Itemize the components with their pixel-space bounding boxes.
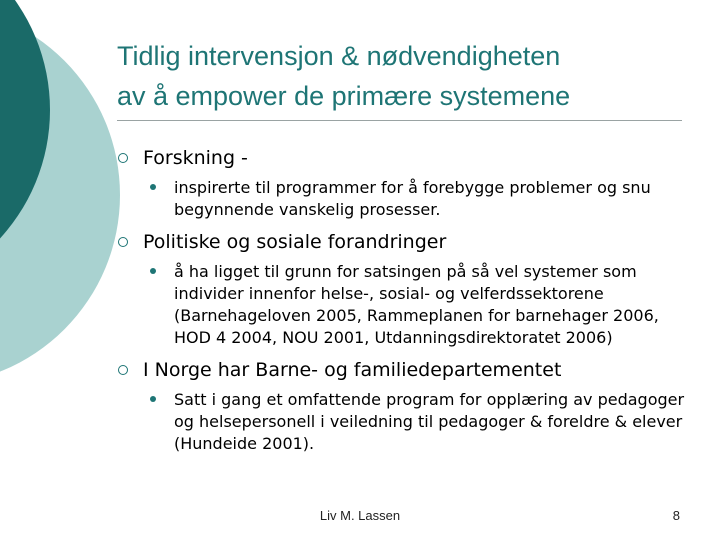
title-line-2: av å empower de primære systemene <box>117 81 571 111</box>
bullet-text: Politiske og sosiale forandringer <box>143 231 447 253</box>
bullet-list <box>117 145 697 463</box>
filled-dot-bullet-icon <box>150 396 156 402</box>
filled-dot-bullet-icon <box>150 184 156 190</box>
bullet-text: Forskning - <box>143 147 248 169</box>
slide-title <box>117 36 697 116</box>
slide-decoration <box>0 0 120 540</box>
bullet-norge <box>117 357 697 383</box>
hollow-circle-bullet-icon <box>118 365 128 375</box>
bullet-text: I Norge har Barne- og familiedepartementet <box>143 359 562 381</box>
footer-author: Liv M. Lassen <box>319 508 401 523</box>
sub-bullet-text: inspirerte til programmer for å forebygge problemer og snu begynnende vanskelig prosesser. <box>174 178 651 219</box>
sub-bullet-text: Satt i gang et omfattende program for opplæring av pedagoger og helsepersonell i veiledning til pedagoger & foreldre & elever (Hundeide 2001). <box>174 390 685 453</box>
teal-circles-decoration <box>0 0 120 540</box>
sub-bullet <box>117 261 697 349</box>
title-line-1: Tidlig intervensjon & nødvendigheten <box>117 41 561 71</box>
sub-bullet <box>117 389 697 455</box>
filled-dot-bullet-icon <box>150 268 156 274</box>
title-divider <box>117 120 682 121</box>
sub-bullet <box>117 177 697 221</box>
hollow-circle-bullet-icon <box>118 153 128 163</box>
sub-bullet-text: å ha ligget til grunn for satsingen på så vel systemer som individer innenfor helse-, sosial- og velferdssektorene (Barnehageloven 2005, Rammeplanen for barnehager 2006, HOD 4 2004, NOU 2001, Utdanningsdirektoratet 2006) <box>174 262 659 347</box>
bullet-forskning <box>117 145 697 171</box>
bullet-politiske <box>117 229 697 255</box>
page-number: 8 <box>672 508 680 523</box>
hollow-circle-bullet-icon <box>118 237 128 247</box>
